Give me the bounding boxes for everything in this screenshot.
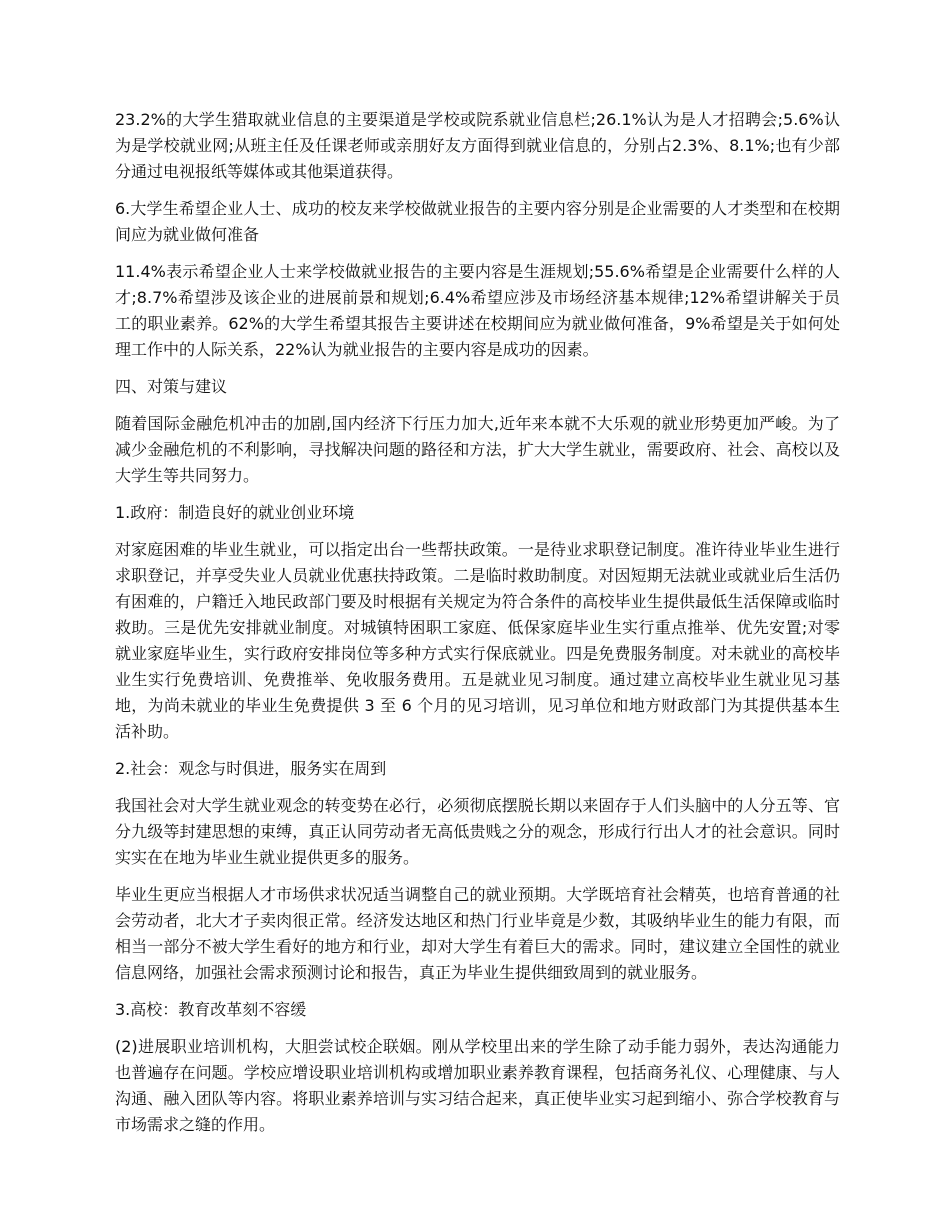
heading-universities: 3.高校：教育改革刻不容缓 <box>115 1000 307 1019</box>
paragraph-info-channels: 23.2%的大学生猎取就业信息的主要渠道是学校或院系就业信息栏;26.1%认为是人才招聘会;5.6%认为是学校就业网;从班主任及任课老师或亲朋好友方面得到就业信息的，分别占2.3%、8.1%;也有少部分通过电视报纸等媒体或其他渠道获得。 <box>115 110 840 181</box>
paragraph-society-1: 我国社会对大学生就业观念的转变势在必行，必须彻底摆脱长期以来固存于人们头脑中的人分五等、官分九级等封建思想的束缚，真正认同劳动者无高低贵贱之分的观念，形成行行出人才的社会意识。同时实实在在地为毕业生就业提供更多的服务。 <box>115 796 840 867</box>
document-body <box>115 107 840 1149</box>
paragraph-society-2: 毕业生更应当根据人才市场供求状况适当调整自己的就业预期。大学既培育社会精英，也培育普通的社会劳动者，北大才子卖肉很正常。经济发达地区和热门行业毕竟是少数，其吸纳毕业生的能力有限，而相当一部分不被大学生看好的地方和行业，却对大学生有着巨大的需求。同时，建议建立全国性的就业信息网络，加强社会需求预测讨论和报告，真正为毕业生提供细致周到的就业服务。 <box>115 885 840 982</box>
paragraph-report-expectations: 11.4%表示希望企业人士来学校做就业报告的主要内容是生涯规划;55.6%希望是企业需要什么样的人才;8.7%希望涉及该企业的进展前景和规划;6.4%希望应涉及市场经济基本规律;12%希望讲解关于员工的职业素养。62%的大学生希望其报告主要讲述在校期间应为就业做何准备，9%希望是关于如何处理工作中的人际关系，22%认为就业报告的主要内容是成功的因素。 <box>115 262 840 359</box>
heading-government: 1.政府：制造良好的就业创业环境 <box>115 503 355 522</box>
heading-report-content: 6.大学生希望企业人士、成功的校友来学校做就业报告的主要内容分别是企业需要的人才类型和在校期间应为就业做何准备 <box>115 199 840 244</box>
paragraph-universities: (2)进展职业培训机构，大胆尝试校企联姻。刚从学校里出来的学生除了动手能力弱外，表达沟通能力也普遍存在问题。学校应增设职业培训机构或增加职业素养教育课程，包括商务礼仪、心理健康、与人沟通、融入团队等内容。将职业素养培训与实习结合起来，真正使毕业实习起到缩小、弥合学校教育与市场需求之缝的作用。 <box>115 1037 840 1134</box>
paragraph-intro: 随着国际金融危机冲击的加剧,国内经济下行压力加大,近年来本就不大乐观的就业形势更加严峻。为了减少金融危机的不利影响，寻找解决问题的路径和方法，扩大大学生就业，需要政府、社会、高校以及大学生等共同努力。 <box>115 414 840 485</box>
heading-society: 2.社会：观念与时俱进，服务实在周到 <box>115 759 387 778</box>
section-heading-countermeasures: 四、对策与建议 <box>115 377 228 396</box>
paragraph-government: 对家庭困难的毕业生就业，可以指定出台一些帮扶政策。一是待业求职登记制度。准许待业毕业生进行求职登记，并享受失业人员就业优惠扶持政策。二是临时救助制度。对因短期无法就业或就业后生活仍有困难的，户籍迁入地民政部门要及时根据有关规定为符合条件的高校毕业生提供最低生活保障或临时救助。三是优先安排就业制度。对城镇特困职工家庭、低保家庭毕业生实行重点推举、优先安置;对零就业家庭毕业生，实行政府安排岗位等多种方式实行保底就业。四是免费服务制度。对未就业的高校毕业生实行免费培训、免费推举、免收服务费用。五是就业见习制度。通过建立高校毕业生就业见习基地，为尚未就业的毕业生免费提供 3 至 6 个月的见习培训，见习单位和地方财政部门为其提供基本生活补助。 <box>115 540 840 741</box>
